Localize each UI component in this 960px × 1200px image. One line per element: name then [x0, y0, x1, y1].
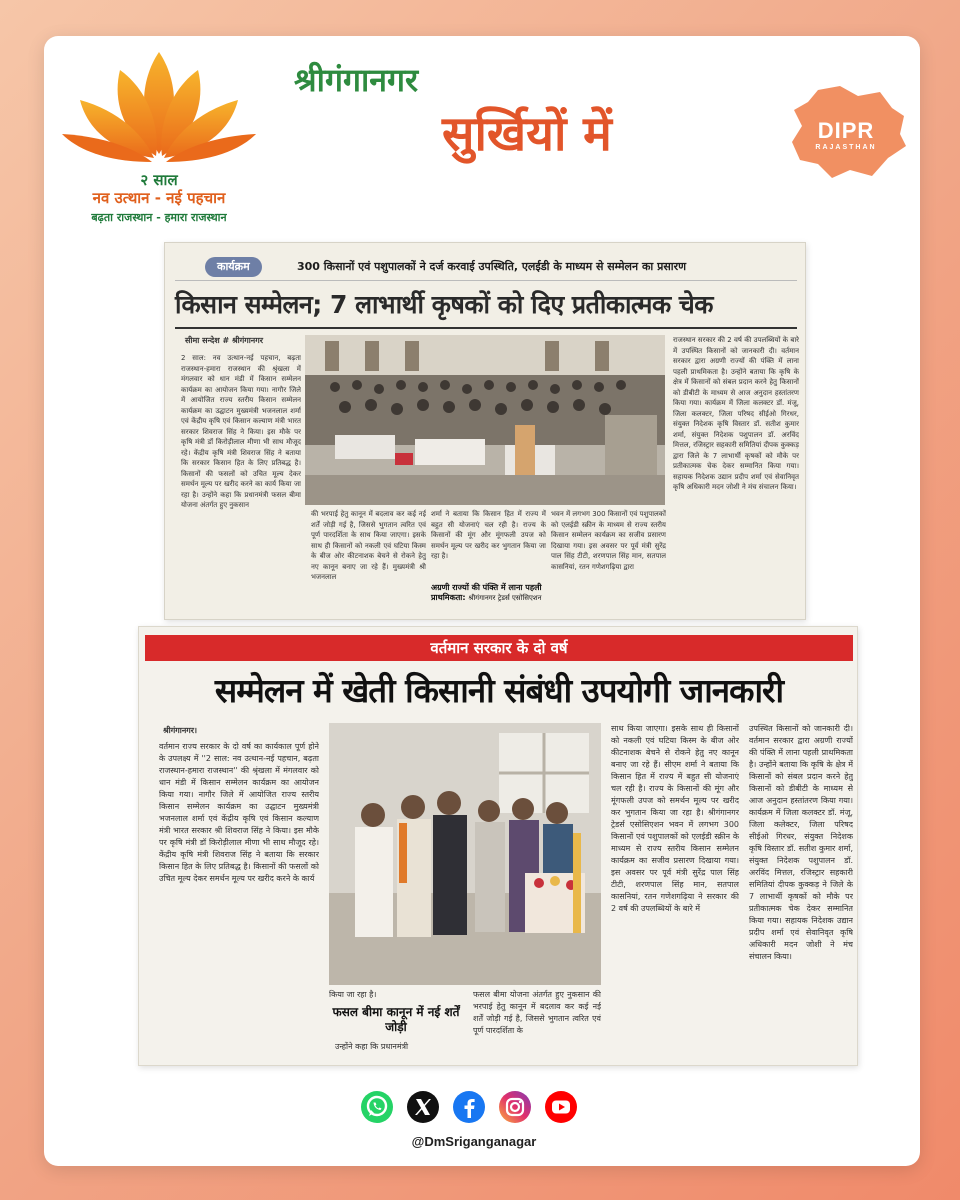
facebook-icon[interactable] [452, 1090, 486, 1124]
subheading-text: अग्रणी राज्यों की पंक्ति में लाना पहली प्राथमिकता: [431, 583, 542, 602]
social-links [360, 1090, 580, 1130]
brand-subtagline: बढ़ता राजस्थान - हमारा राजस्थान [91, 211, 227, 224]
article-column-3: साथ किया जाएगा। इसके साथ ही किसानों को नकली एवं घटिया किस्म के बीज ओर कीटनाशक बेचने से रोकने हेतु नए कानून बनाए जा रहे हैं। सीएम शर्मा ने बताया कि किसान हित में राज्य में बहुत सी योजनाएं चल रही है। राज्य के किसानों की मूंग और मूंगफली उपज को समर्थन मूल्य पर खरीद कर भुगतान किया जा रहा है। श्रीगंगानगर ट्रेडर्स एसोसिएशन भवन में लगभग 300 किसानों एवं पशुपालकों को एलईडी स्क्रीन के माध्यम से राज्य स्तरीय किसान सम्मेलन कार्यक्रम का सजीव प्रसारण दिखाया गया। इस अवसर पर पूर्व मंत्री सुरेंद्र पाल सिंह टीटी, शरणपाल सिंह मान, सतपाल कासनियां, रतन गणेशगढ़िया ने सरकार की 2 वर्ष की उपलब्धियों के बारे में [611, 724, 739, 913]
news-photo-crowd [305, 335, 665, 505]
article-headline: सम्मेलन में खेती किसानी संबंधी उपयोगी जानकारी [214, 671, 784, 710]
article-headline: किसान सम्मेलन; 7 लाभार्थी कृषकों को दिए प्रतीकात्मक चेक [175, 290, 713, 319]
section-band-text: वर्तमान सरकार के दो वर्ष [430, 639, 568, 657]
news-photo-dignitaries [329, 723, 601, 985]
kicker-text: 300 किसानों एवं पशुपालकों ने दर्ज करवाई उपस्थिति, एलईडी के माध्यम से सम्मेलन का प्रसारण [297, 260, 687, 273]
byline: सीमा सन्देश # श्रीगंगानगर [185, 336, 263, 345]
dipr-logo-sub: RAJASTHAN [815, 144, 877, 151]
kicker-row [175, 255, 797, 281]
social-handle[interactable]: @DmSriganganagar [411, 1134, 537, 1149]
poster-card [44, 36, 920, 1166]
article-column-1: 2 साल: नव उत्थान-नई पहचान, बढ़ता राजस्थान-हमारा राजस्थान की श्रृंखला में मंगलवार को धान मंडी में किसान सम्मेलन कार्यक्रम का आयोजन किया गया। नागौर जिले में आयोजित राज्य स्तरीय किसान सम्मेलन कार्यक्रम का उद्घाटन मुख्यमंत्री भजनलाल शर्मा एवं केंद्रीय कृषि एवं किसान कल्याण मंत्री भारत सरकार शिवराज सिंह ने किया। इस मौके पर कृषि मंत्री डॉ किरोड़ीलाल मीणा भी साथ मौजूद रहे। केंद्रीय कृषि मंत्री शिवराज सिंह ने बताया कि सरकार किसान हित के लिए प्रतिबद्ध है। किसानों की फसलों को उचित मूल्य देकर समर्थन मूल्य पर खरीद करने का कार्य किया जा रहा है। उन्होंने कहा कि प्रधानमंत्री फसल बीमा योजना अंतर्गत हुए नुकसान [181, 354, 301, 509]
campaign-logo [54, 50, 264, 230]
byline: श्रीगंगानगर। [163, 726, 198, 735]
x-icon[interactable] [406, 1090, 440, 1124]
whatsapp-icon[interactable] [360, 1090, 394, 1124]
article-column-3: शर्मा ने बताया कि किसान हित में राज्य में बहुत सी योजनाएं चल रही है। राज्य के किसानों की मूंग और मूंगफली उपज को समर्थन मूल्य पर खरीद कर भुगतान किया जा रहा है। [431, 510, 546, 560]
instagram-icon[interactable] [498, 1090, 532, 1124]
article-column-2: की भरपाई हेतु कानून में बदलाव कर कई नई शर्तें जोड़ी गई है, जिससे भुगतान त्वरित एवं पूर्ण पारदर्शिता के साथ किया जाएगा। इसके साथ ही किसानों को नकली एवं घटिया किस्म के बीज ओर कीटनाशक बेचने से रोकने हेतु नए कानून बनाए जा रहे हैं। मुख्यमंत्री श्री भजनलाल [311, 510, 426, 581]
brand-years: २ साल [140, 171, 178, 189]
article-column-5: राजस्थान सरकार की 2 वर्ष की उपलब्धियों के बारे में उपस्थित किसानों को जानकारी दी। वर्तमान सरकार द्वारा अग्रणी राज्यों की पंक्ति में लाना पहली प्राथमिकता है। उन्होंने बताया कि कृषि के क्षेत्र में किसानों को संबल प्रदान करने हेतु किसानों को डीबीटी के माध्यम से आज अनुदान हस्तांतरण किया गया। कार्यक्रम में जिला कलक्टर डॉ. मंजू, जिला कलक्टर, जिला परिषद सीईओ गिरधर, संयुक्त निदेशक कृषि विस्तार डॉ. सतीश कुमार शर्मा, संयुक्त निदेशक पशुपालन डॉ. अरविंद मित्तल, रजिस्ट्रार सहकारी समितियां दीपक कुक्कड़ द्वारा जिले के 7 लाभार्थी कृषकों को मौके पर प्रतीकात्मक चेक देकर सम्मानित किया गया। सहायक निदेशक उद्यान प्रदीप शर्मा एवं सेवानिवृत कृषि अधिकारी मदन जोशी ने मंच संचालन किया। [673, 336, 799, 491]
district-title: श्रीगंगानगर [294, 61, 419, 99]
article-column-1: वर्तमान राज्य सरकार के दो वर्ष का कार्यकाल पूर्ण होने के उपलक्ष्य में ''2 साल: नव उत्थान-नई पहचान, बढ़ता राजस्थान-हमारा राजस्थान'' की श्रृंखला में मंगलवार को धान मंडी में किसान सम्मेलन कार्यक्रम का आयोजन किया गया। नागौर जिले में आयोजित राज्य स्तरीय किसान सम्मेलन कार्यक्रम का उद्घाटन मुख्यमंत्री भजनलाल शर्मा एवं केंद्रीय कृषि एवं किसान कल्याण मंत्री भारत सरकार श्री शिवराज सिंह ने किया। इस मौके पर कृषि मंत्री डॉ किरोड़ीलाल मीणा भी साथ मौजूद रहे। केंद्रीय कृषि मंत्री शिवराज सिंह ने बताया कि सरकार किसान हित के लिए प्रतिबद्ध है। किसानों की फसलों को उचित मूल्य देकर समर्थन मूल्य पर खरीद करने के कार्य [159, 742, 319, 883]
article-subheading [431, 583, 547, 603]
subheading-continuation: उन्होंने कहा कि प्रधानमंत्री [335, 1042, 409, 1051]
lotus-icon [60, 50, 258, 170]
article-column-4: उपस्थित किसानों को जानकारी दी। वर्तमान सरकार द्वारा अग्रणी राज्यों की पंक्ति में लाना पहली प्राथमिकता है। उन्होंने बताया कि कृषि के क्षेत्र में किसानों को संबल प्रदान करने हेतु किसानों को डीबीटी के माध्यम से आज अनुदान हस्तांतरण किया गया। कार्यक्रम में जिला कलक्टर डॉ. मंजू, जिला कलेक्टर, जिला परिषद सीईओ गिरधर, संयुक्त निदेशक कृषि विस्तार डॉ. सतीश कुमार शर्मा, संयुक्त निदेशक पशुपालन डॉ. अरविंद मित्तल, रजिस्ट्रार सहकारी समितियां दीपक कुक्कड़ ने जिले के 7 लाभार्थी कृषकों को मौके पर प्रतीकात्मक चेक देकर सम्मानित किया गया। सहायक निदेशक उद्यान प्रदीप शर्मा एवं सेवानिवृत कृषि अधिकारी मदन जोशी ने मंच संचालन किया। [749, 724, 853, 961]
headline-rule [175, 327, 797, 329]
article-column-2: फसल बीमा योजना अंतर्गत हुए नुकसान की भरपाई हेतु कानून में बदलाव कर कई नई शर्तें जोड़ी गई है, जिससे भुगतान त्वरित एवं पूर्ण पारदर्शिता के [473, 990, 601, 1035]
section-band [145, 635, 853, 661]
newspaper-clipping-1 [164, 242, 806, 620]
subheading-tail: श्रीगंगानगर ट्रेडर्स एसोसिएशन [468, 594, 542, 602]
dipr-logo-text: DIPR [817, 118, 875, 143]
brand-tagline: नव उत्थान - नई पहचान [92, 189, 226, 207]
newspaper-clipping-2 [138, 626, 858, 1066]
photo-caption-continuation: किया जा रहा है। [329, 990, 377, 999]
article-column-4: भवन में लगभग 300 किसानों एवं पशुपालकों को एलईडी स्क्रीन के माध्यम से राज्य स्तरीय किसान सम्मेलन कार्यक्रम का सजीव प्रसारण दिखाया गया। इस अवसर पर पूर्व मंत्री सुरेंद्र पाल सिंह टीटी, शरणपाल सिंह मान, सतपाल कासनियां, रतन गणेशगढ़िया द्वारा [551, 510, 666, 571]
category-tag: कार्यक्रम [205, 257, 262, 277]
article-subheading: फसल बीमा कानून में नई शर्तें जोड़ी [332, 1005, 460, 1034]
youtube-icon[interactable] [544, 1090, 578, 1124]
dipr-logo [788, 82, 908, 182]
headline-title: सुर्खियों में [442, 106, 612, 162]
